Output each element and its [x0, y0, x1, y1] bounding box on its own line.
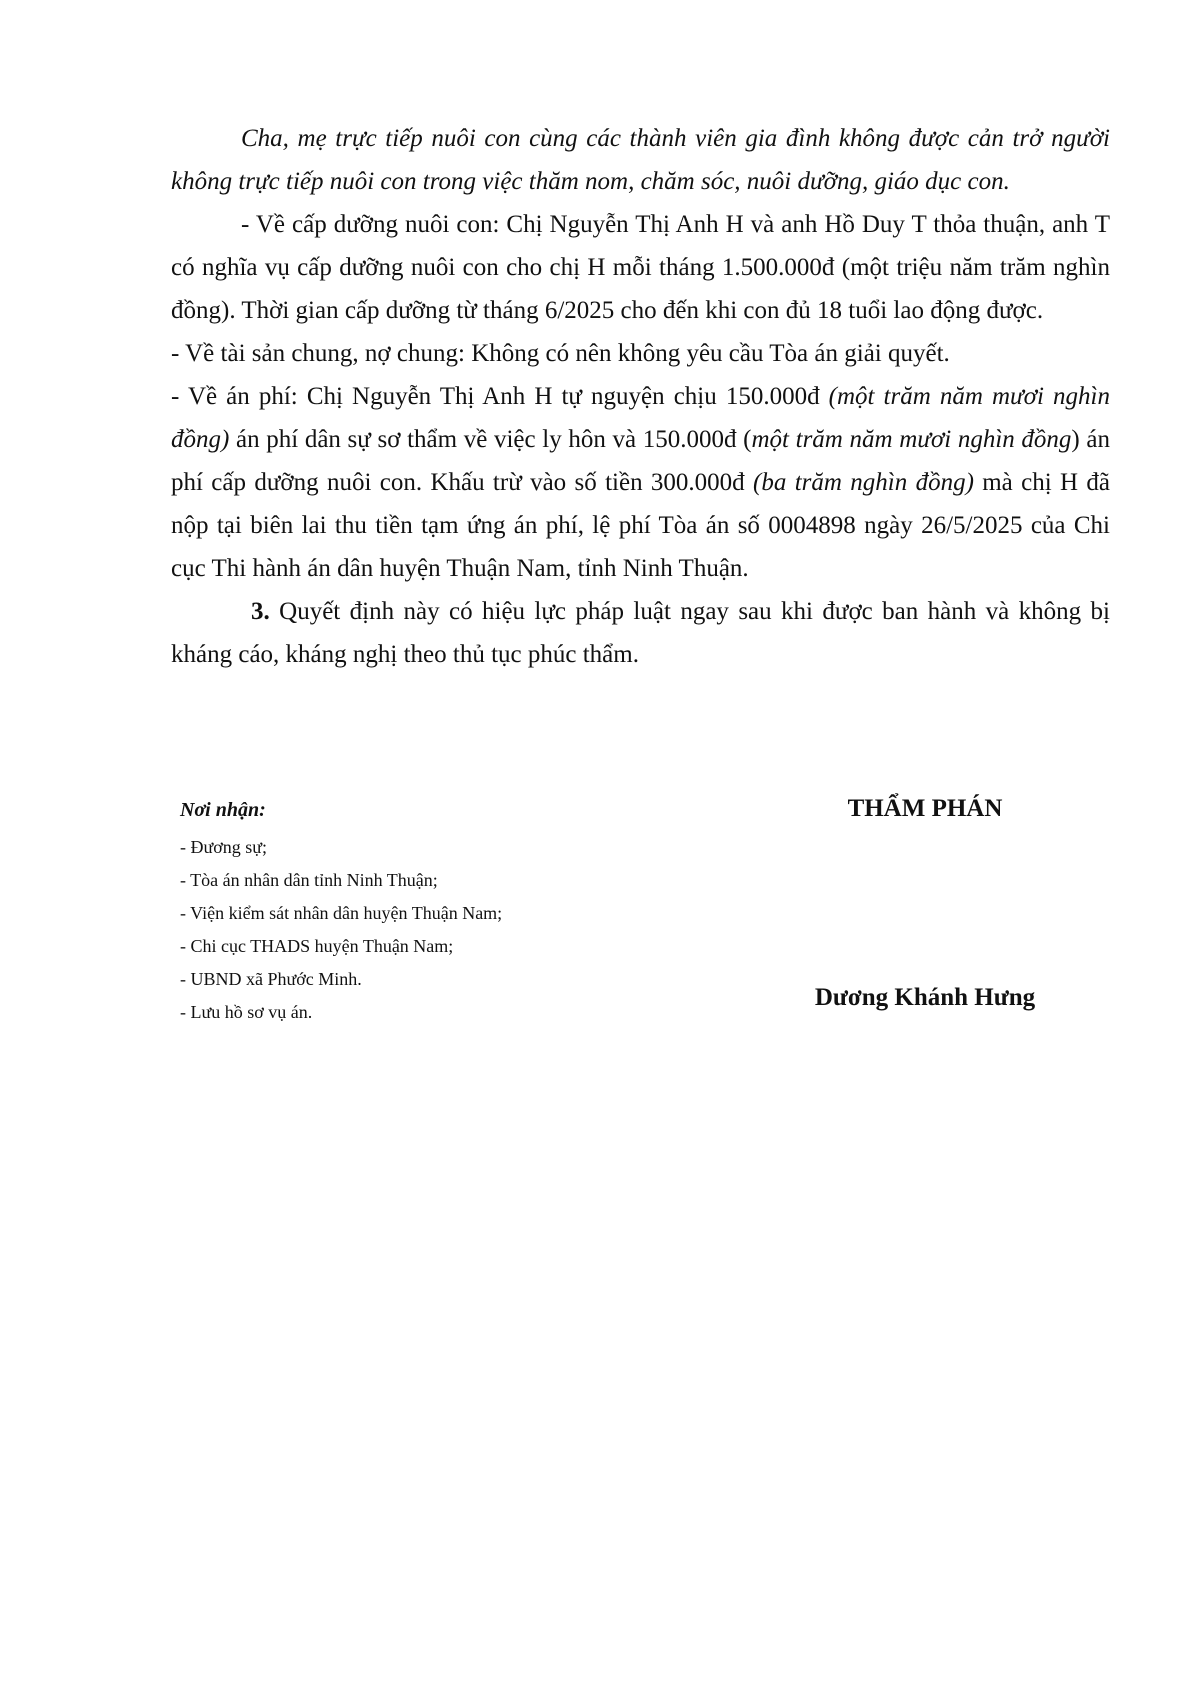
clause-number: 3.	[251, 598, 270, 625]
recipient-item: - Viện kiểm sát nhân dân huyện Thuận Nam;	[180, 903, 503, 923]
paragraph-common-property: - Về tài sản chung, nợ chung: Không có nên không yêu cầu Tòa án giải quyết.	[171, 340, 950, 367]
paragraph-effective-clause	[171, 590, 1110, 676]
recipients-heading: Nơi nhận:	[180, 799, 266, 821]
recipient-item: - Đương sự;	[180, 837, 268, 857]
recipient-item: - UBND xã Phước Minh.	[180, 969, 362, 989]
court-fees-text-4: mà chị H đã nộp tại biên lai thu tiền tạm ứng án phí, lệ phí Tòa án số 0004898 ngày 26/5/2025 của Chi cục Thi hành án dân huyện Thuận Nam, tỉnh Ninh Thuận.	[171, 469, 1111, 582]
recipient-item: - Chi cục THADS huyện Thuận Nam;	[180, 936, 454, 956]
paragraph-child-support: - Về cấp dưỡng nuôi con: Chị Nguyễn Thị Anh H và anh Hồ Duy T thỏa thuận, anh T có nghĩa vụ cấp dưỡng nuôi con cho chị H mỗi tháng 1.500.000đ (một triệu năm trăm nghìn đồng). Thời gian cấp dưỡng từ tháng 6/2025 cho đến khi con đủ 18 tuổi lao động được.	[171, 211, 1110, 324]
court-fees-text-2: án phí dân sự sơ thẩm về việc ly hôn và 150.000đ (	[229, 426, 752, 453]
document-body	[171, 117, 1110, 676]
recipient-item: - Tòa án nhân dân tỉnh Ninh Thuận;	[180, 870, 438, 890]
paragraph-court-fees	[171, 375, 1110, 590]
court-fees-text-1: - Về án phí: Chị Nguyễn Thị Anh H tự nguyện chịu 150.000đ	[171, 383, 829, 410]
recipient-item: - Lưu hồ sơ vụ án.	[180, 1002, 313, 1022]
court-fees-amount-words-1: (một trăm năm mươi nghìn đồng)	[171, 383, 1110, 453]
paragraph-visitation-rights: Cha, mẹ trực tiếp nuôi con cùng các thành viên gia đình không được cản trở người không trực tiếp nuôi con trong việc thăm nom, chăm sóc, nuôi dưỡng, giáo dục con.	[171, 125, 1110, 195]
court-fees-amount-words-2: một trăm năm mươi nghìn đồng	[751, 426, 1072, 453]
court-fees-amount-words-3: (ba trăm nghìn đồng)	[753, 469, 974, 496]
signature-title: THẨM PHÁN	[847, 795, 1003, 822]
recipients-block	[180, 793, 700, 1029]
clause-text: Quyết định này có hiệu lực pháp luật ngay sau khi được ban hành và không bị kháng cáo, kháng nghị theo thủ tục phúc thẩm.	[171, 598, 1110, 668]
signature-name: Dương Khánh Hưng	[814, 984, 1036, 1011]
recipients-list	[180, 831, 700, 1029]
court-fees-text-3: ) án phí cấp dưỡng nuôi con. Khấu trừ vào số tiền 300.000đ	[171, 426, 1110, 496]
